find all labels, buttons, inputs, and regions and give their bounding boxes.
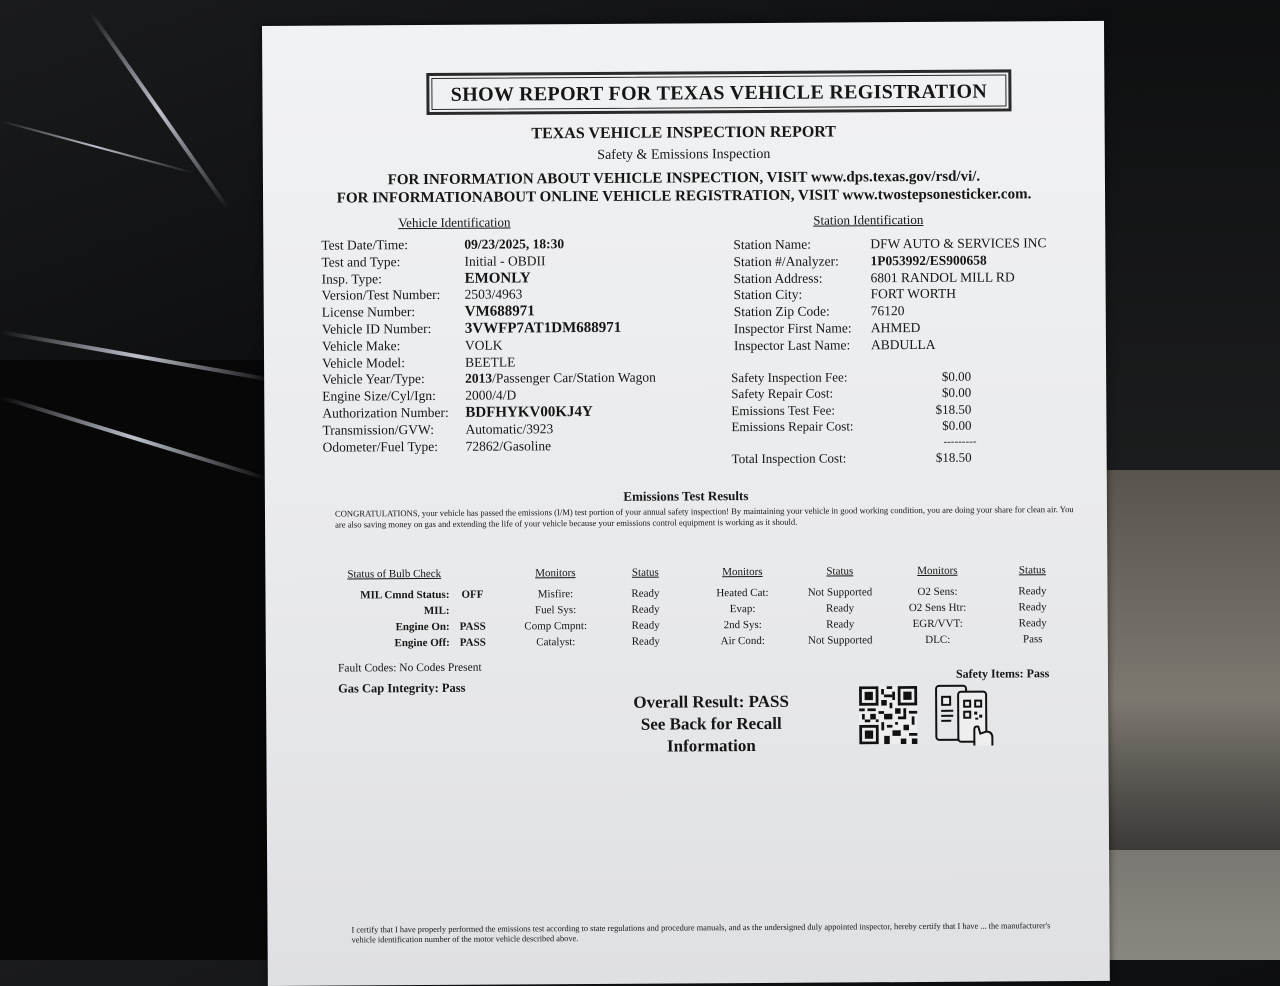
bulb-row: [347, 587, 495, 604]
vehicle-row: [322, 420, 656, 439]
bulb-row: [348, 635, 496, 652]
status-column-1: [610, 566, 681, 649]
vehicle-row: [322, 336, 656, 355]
field-label: Station Zip Code:: [734, 303, 871, 321]
station-row: [734, 336, 1047, 355]
field-value: 2503/4963: [465, 287, 523, 304]
vehicle-row: [321, 236, 655, 255]
station-row: [734, 269, 1047, 288]
vehicle-row: [322, 370, 656, 389]
vehicle-row: [321, 269, 655, 288]
phone-qr-scan-icon: [934, 682, 996, 746]
total-label: Total Inspection Cost:: [732, 450, 932, 468]
recall-line: See Back for Recall: [601, 713, 821, 736]
fee-value: $0.00: [931, 369, 971, 386]
station-row: [733, 252, 1046, 271]
fee-label: Safety Inspection Fee:: [731, 369, 931, 387]
field-label: Station Address:: [734, 270, 871, 288]
monitors-heading: Monitors: [510, 567, 600, 582]
station-row: [734, 319, 1047, 338]
monitors-heading: Monitors: [892, 565, 982, 580]
bulb-row: [348, 619, 496, 636]
field-label: Test Date/Time:: [321, 237, 464, 255]
field-value: Automatic/3923: [465, 421, 553, 438]
emissions-results-grid: [265, 564, 1107, 569]
station-row: [733, 235, 1046, 254]
station-identification-heading: Station Identification: [813, 212, 923, 229]
fee-value: $0.00: [931, 385, 971, 402]
vehicle-row: [322, 404, 656, 423]
monitor-label: O2 Sens Htr:: [893, 600, 983, 617]
field-label: Odometer/Fuel Type:: [323, 438, 466, 456]
monitor-status: Ready: [997, 583, 1067, 599]
report-title: TEXAS VEHICLE INSPECTION REPORT: [263, 122, 1105, 145]
field-label: Inspector Last Name:: [734, 337, 871, 355]
bulb-row: [348, 603, 496, 620]
field-value: 76120: [871, 303, 905, 320]
field-label: Station #/Analyzer:: [733, 253, 870, 271]
monitors-column-2: [697, 566, 788, 650]
field-value: 72862/Gasoline: [466, 438, 552, 455]
field-label: Version/Test Number:: [322, 287, 465, 305]
field-value: BDFHYKV00KJ4Y: [465, 404, 593, 422]
fee-label: Safety Repair Cost:: [731, 385, 931, 403]
field-value: 3VWFP7AT1DM688971: [465, 320, 621, 338]
field-value: 2000/4/D: [465, 388, 516, 405]
monitor-status: Ready: [793, 616, 888, 633]
monitor-status: Ready: [611, 617, 681, 633]
monitor-status: Not Supported: [793, 632, 888, 649]
total-value: $18.50: [932, 450, 972, 467]
field-value: AHMED: [871, 320, 921, 337]
field-value: ABDULLA: [871, 337, 936, 354]
vehicle-row: [322, 353, 656, 372]
field-value: 6801 RANDOL MILL RD: [871, 269, 1015, 287]
congratulations-text: CONGRATULATIONS, your vehicle has passed the emissions (I/M) test portion of your annual safety inspection! By maintaining your vehicle in good working condition, you are doing your share for clean air. You are also saving money on gas and extending the life of your vehicle because your emissions control equipment is working as it should.: [335, 504, 1083, 530]
bulb-value: PASS: [450, 619, 496, 635]
field-label: Inspector First Name:: [734, 320, 871, 338]
bulb-value: OFF: [449, 587, 495, 603]
car-window-dark-area: [0, 360, 275, 960]
field-label: Station Name:: [733, 236, 870, 254]
monitor-label: Catalyst:: [511, 634, 601, 651]
status-heading: Status: [997, 564, 1067, 578]
field-label: Insp. Type:: [321, 270, 464, 288]
banner-title: SHOW REPORT FOR TEXAS VEHICLE REGISTRATION: [431, 74, 1006, 110]
monitors-column-3: [892, 565, 983, 649]
field-value: 09/23/2025, 18:30: [464, 236, 564, 253]
field-value: 1P053992/ES900658: [870, 252, 986, 270]
field-label: Engine Size/Cyl/Ign:: [322, 388, 465, 406]
info-line-registration: FOR INFORMATIONABOUT ONLINE VEHICLE REGISTRATION, VISIT www.twostepsonesticker.com.: [263, 186, 1105, 208]
vehicle-row: [323, 437, 657, 456]
bulb-check-column: [347, 568, 496, 652]
monitors-heading: Monitors: [697, 566, 787, 581]
station-info-list: [733, 235, 1047, 354]
station-row: [734, 302, 1047, 321]
field-value: FORT WORTH: [871, 286, 956, 303]
vehicle-identification-heading: Vehicle Identification: [398, 214, 510, 231]
monitor-label: Air Cond:: [698, 633, 788, 650]
monitor-label: Fuel Sys:: [511, 602, 601, 619]
fee-divider-row: [732, 434, 977, 452]
fee-row: [731, 418, 976, 436]
inspector-certification-text: I certify that I have properly performed the emissions test according to state regulations and procedure manuals, and as the undersigned duly appointed inspector, hereby certify that I have ... the manufacturer's vehicle identification number of the motor vehicle described above.: [351, 921, 1061, 945]
inspection-report-document: [262, 21, 1110, 986]
background-wall: [1090, 470, 1280, 850]
field-label: Vehicle ID Number:: [322, 321, 465, 339]
field-label: Vehicle Year/Type:: [322, 371, 465, 389]
light-reflection: [0, 120, 193, 174]
vehicle-row: [322, 387, 656, 406]
monitor-status: Ready: [998, 599, 1068, 615]
fee-label: Emissions Repair Cost:: [731, 418, 931, 436]
monitor-status: Ready: [998, 615, 1068, 631]
field-value: Initial - OBDII: [464, 253, 545, 270]
bulb-label: MIL:: [424, 605, 450, 617]
vehicle-row: [322, 286, 656, 305]
fault-codes: Fault Codes: No Codes Present: [338, 662, 482, 675]
station-row: [734, 286, 1047, 305]
monitor-label: Comp Cmpnt:: [511, 618, 601, 635]
field-label: Transmission/GVW:: [322, 422, 465, 440]
monitor-status: Pass: [998, 631, 1068, 647]
banner-box: [426, 69, 1011, 115]
status-column-3: [997, 564, 1068, 647]
field-value: BEETLE: [465, 354, 515, 371]
overall-result: [601, 691, 821, 758]
field-value: VM688971: [465, 304, 535, 321]
monitor-status: Ready: [611, 601, 681, 617]
gas-cap-integrity: Gas Cap Integrity: Pass: [338, 681, 466, 697]
total-row: [732, 450, 977, 468]
fee-value: $0.00: [931, 418, 971, 435]
field-label: Station City:: [734, 287, 871, 305]
vehicle-info-list: [321, 236, 656, 456]
field-value: EMONLY: [464, 270, 530, 287]
light-reflection: [88, 11, 229, 210]
fees-list: [731, 369, 977, 468]
fee-row: [731, 369, 976, 387]
vehicle-row: [321, 252, 655, 271]
bulb-check-heading: Status of Bulb Check: [347, 568, 495, 583]
report-subtitle: Safety & Emissions Inspection: [263, 145, 1105, 166]
monitor-status: Ready: [610, 585, 680, 601]
monitor-label: DLC:: [893, 632, 983, 649]
fee-row: [731, 385, 976, 403]
bulb-label: Engine On:: [396, 621, 450, 633]
qr-code-icon: [858, 686, 918, 744]
monitor-label: EGR/VVT:: [893, 616, 983, 633]
safety-items: Safety Items: Pass: [956, 666, 1049, 682]
fee-label: Emissions Test Fee:: [731, 402, 931, 420]
monitor-label: O2 Sens:: [892, 584, 982, 601]
field-value: /Passenger Car/Station Wagon: [492, 370, 656, 388]
bulb-value: PASS: [450, 635, 496, 651]
field-label: Vehicle Model:: [322, 354, 465, 372]
field-value: DFW AUTO & SERVICES INC: [870, 235, 1046, 253]
field-label: Vehicle Make:: [322, 338, 465, 356]
emissions-results-title: Emissions Test Results: [265, 486, 1107, 507]
field-label: License Number:: [322, 304, 465, 322]
monitor-status: Not Supported: [792, 584, 887, 601]
overall-result-line: Overall Result: PASS: [601, 691, 821, 714]
monitor-label: Heated Cat:: [697, 585, 787, 602]
status-heading: Status: [610, 566, 680, 580]
info-line-inspection: FOR INFORMATION ABOUT VEHICLE INSPECTION, VISIT www.dps.texas.gov/rsd/vi/.: [263, 168, 1105, 190]
monitor-status: Ready: [611, 633, 681, 649]
recall-line: Information: [601, 735, 821, 758]
field-label: Authorization Number:: [322, 405, 465, 423]
monitor-label: Misfire:: [510, 586, 600, 603]
monitor-label: 2nd Sys:: [698, 617, 788, 634]
fee-value: $18.50: [931, 401, 971, 418]
fee-row: [731, 401, 976, 419]
monitor-status: Ready: [793, 600, 888, 617]
vehicle-row: [322, 320, 656, 339]
vehicle-row: [322, 303, 656, 322]
field-value: VOLK: [465, 337, 503, 354]
monitors-column-1: [510, 567, 601, 651]
bulb-label: Engine Off:: [394, 637, 449, 649]
status-column-2: [792, 565, 888, 649]
fee-divider: ---------: [932, 434, 977, 451]
field-value-year: 2013: [465, 371, 492, 388]
monitor-label: Evap:: [698, 601, 788, 618]
field-label: Test and Type:: [321, 254, 464, 272]
bulb-label: MIL Cmnd Status:: [360, 589, 449, 602]
status-heading: Status: [792, 565, 887, 580]
